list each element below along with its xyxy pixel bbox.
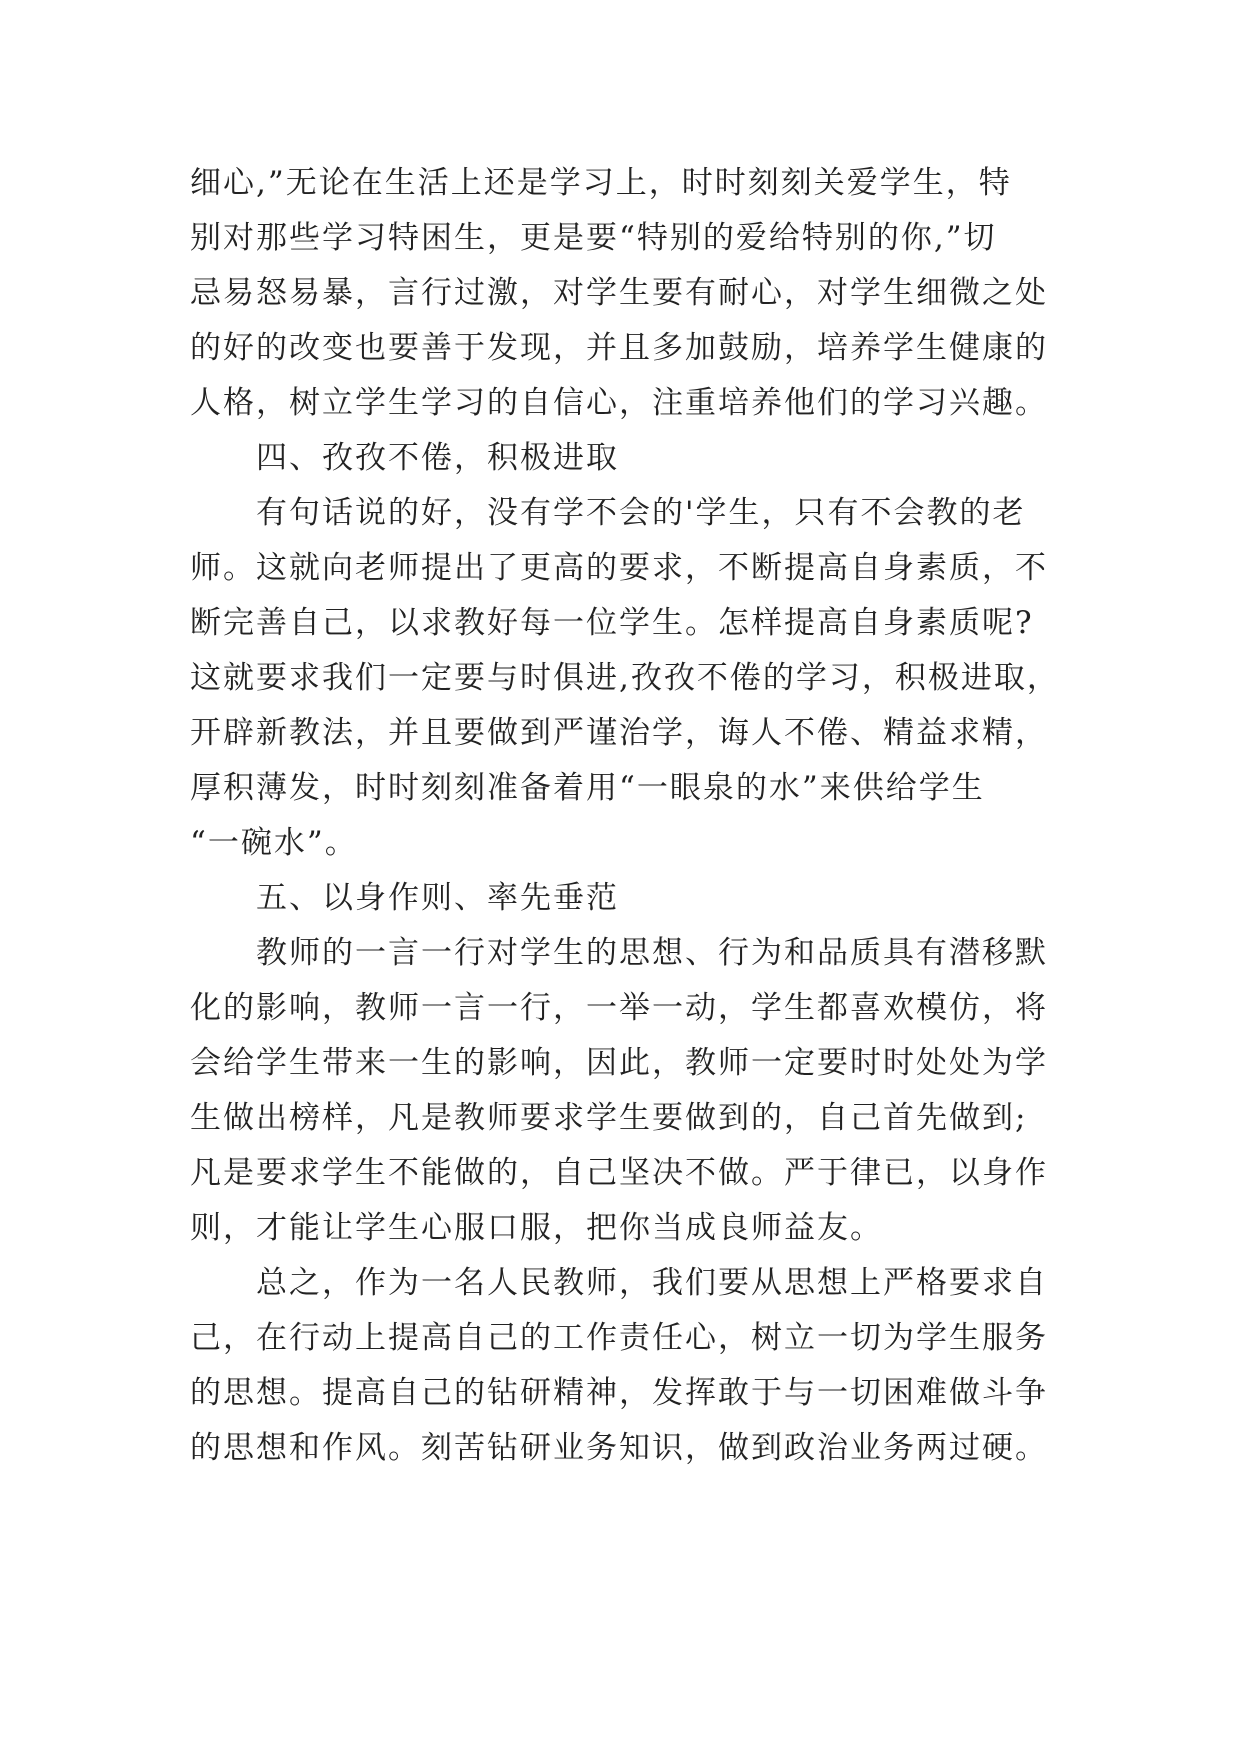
text-line: 别对那些学习特困生，更是要“特别的爱给特别的你,”切 <box>190 220 997 256</box>
text-line: 凡是要求学生不能做的，自己坚决不做。严于律已，以身作 <box>190 1155 1048 1191</box>
text-line: 的思想。提高自己的钻研精神，发挥敢于与一切困难做斗争 <box>190 1375 1048 1411</box>
text-line: 教师的一言一行对学生的思想、行为和品质具有潜移默 <box>190 935 1048 971</box>
text-line: 断完善自己，以求教好每一位学生。怎样提高自身素质呢? <box>190 605 1034 641</box>
text-line: 开辟新教法，并且要做到严谨治学，诲人不倦、精益求精， <box>190 715 1048 751</box>
text-line: 厚积薄发，时时刻刻准备着用“一眼泉的水”来供给学生 <box>190 770 985 806</box>
text-line: 化的影响，教师一言一行，一举一动，学生都喜欢模仿，将 <box>190 990 1048 1026</box>
text-line: 的好的改变也要善于发现，并且多加鼓励，培养学生健康的 <box>190 330 1048 366</box>
text-line: 有句话说的好，没有学不会的'学生，只有不会教的老 <box>190 495 1026 531</box>
text-line: 忌易怒易暴，言行过激，对学生要有耐心，对学生细微之处 <box>190 275 1048 311</box>
section-heading: 四、孜孜不倦，积极进取 <box>190 440 619 476</box>
section-heading: 五、以身作则、率先垂范 <box>190 880 619 916</box>
text-line: 则，才能让学生心服口服，把你当成良师益友。 <box>190 1210 883 1246</box>
text-line: 的思想和作风。刻苦钻研业务知识，做到政治业务两过硬。 <box>190 1430 1048 1466</box>
text-line: 细心,”无论在生活上还是学习上，时时刻刻关爱学生，特 <box>190 165 1012 201</box>
text-line: 会给学生带来一生的影响，因此，教师一定要时时处处为学 <box>190 1045 1048 1081</box>
text-line: 己，在行动上提高自己的工作责任心，树立一切为学生服务 <box>190 1320 1048 1356</box>
text-line: 人格，树立学生学习的自信心，注重培养他们的学习兴趣。 <box>190 385 1048 421</box>
text-line: 这就要求我们一定要与时俱进,孜孜不倦的学习，积极进取， <box>190 660 1060 696</box>
text-line: 师。这就向老师提出了更高的要求，不断提高自身素质，不 <box>190 550 1048 586</box>
text-line: 生做出榜样，凡是教师要求学生要做到的，自己首先做到; <box>190 1100 1028 1136</box>
text-line: “一碗水”。 <box>190 825 358 861</box>
text-line: 总之，作为一名人民教师，我们要从思想上严格要求自 <box>190 1265 1048 1301</box>
